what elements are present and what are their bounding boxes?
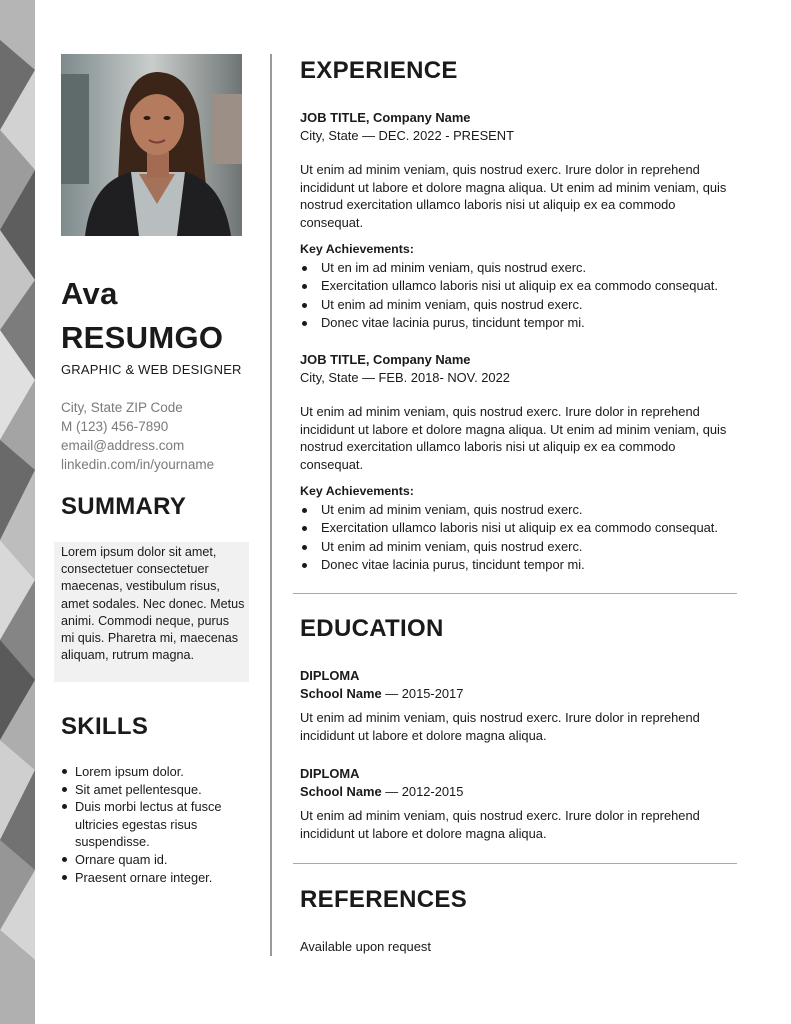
job-entry-meta: City, State — DEC. 2022 - PRESENT [300,127,514,143]
section-divider [293,863,737,864]
job-entry-description: Ut enim ad minim veniam, quis nostrud exerc. Irure dolor in reprehend incididunt ut labore et dolore magna aliqua. Ut enim ad minim veniam, quis nostrud exercitation ullamco laboris nisi ut aliquip ex ea commodo consequat. [300,404,727,472]
summary-heading: SUMMARY [61,493,187,520]
profile-photo [61,54,242,236]
contact-phone: M (123) 456-7890 [61,419,169,434]
last-name: RESUMGO [61,320,224,355]
achievement-item: Ut enim ad minim veniam, quis nostrud exerc. [300,501,740,519]
school-name: School Name [300,685,382,701]
school-years: — 2015-2017 [381,685,464,701]
job-entry-title: JOB TITLE, Company Name [300,352,471,367]
education-entry-2 [300,765,740,842]
first-name: Ava [61,276,118,311]
achievements-list [300,259,740,332]
achievement-item: Donec vitae lacinia purus, tincidunt tempor mi. [300,314,740,332]
skill-item: Duis morbi lectus at fusce ultricies egestas risus suspendisse. [61,798,246,851]
skills-list [61,763,246,886]
achievement-item: Donec vitae lacinia purus, tincidunt tempor mi. [300,556,740,574]
skill-item: Sit amet pellentesque. [61,781,246,799]
skill-item: Ornare quam id. [61,851,246,869]
job-entry-meta: City, State — FEB. 2018- NOV. 2022 [300,369,510,385]
key-achievements-label: Key Achievements: [300,241,414,256]
experience-heading: EXPERIENCE [300,57,458,84]
school-line [300,685,740,703]
section-divider [293,593,737,594]
job-entry-title: JOB TITLE, Company Name [300,110,471,125]
summary-text: Lorem ipsum dolor sit amet, consectetuer consectetuer maecenas, vestibulum risus, amet sodales. Nec donec. Metus animi. Commodi neque, purus mi quis. Pharetra mi, maecenas aliquam, rutrum magna. [54,542,249,682]
education-description: Ut enim ad minim veniam, quis nostrud exerc. Irure dolor in reprehend incididunt ut labore et dolore magna aliqua. [300,710,700,743]
skill-item: Praesent ornare integer. [61,869,246,887]
references-heading: REFERENCES [300,886,468,913]
job-title: GRAPHIC & WEB DESIGNER [61,362,242,377]
experience-entry-2 [300,351,740,574]
degree: DIPLOMA [300,766,360,781]
education-heading: EDUCATION [300,615,444,642]
achievement-item: Ut en im ad minim veniam, quis nostrud exerc. [300,259,740,277]
decorative-geometric-strip [0,0,35,1024]
school-name: School Name [300,783,382,799]
skill-item: Lorem ipsum dolor. [61,763,246,781]
achievement-item: Exercitation ullamco laboris nisi ut aliquip ex ea commodo consequat. [300,519,740,537]
experience-entry-1 [300,109,740,332]
contact-address: City, State ZIP Code [61,400,183,415]
school-line [300,783,740,801]
achievements-list [300,501,740,574]
skills-heading: SKILLS [61,713,149,740]
achievement-item: Ut enim ad minim veniam, quis nostrud exerc. [300,296,740,314]
school-years: — 2012-2015 [381,783,464,799]
degree: DIPLOMA [300,668,360,683]
achievement-item: Ut enim ad minim veniam, quis nostrud exerc. [300,538,740,556]
contact-email: email@address.com [61,438,185,453]
references-text: Available upon request [300,939,431,954]
job-entry-description: Ut enim ad minim veniam, quis nostrud exerc. Irure dolor in reprehend incididunt ut labore et dolore magna aliqua. Ut enim ad minim veniam, quis nostrud exercitation ullamco laboris nisi ut aliquip ex ea commodo consequat. [300,162,727,230]
column-divider [270,54,272,956]
contact-info [61,398,214,474]
key-achievements-label: Key Achievements: [300,483,414,498]
achievement-item: Exercitation ullamco laboris nisi ut aliquip ex ea commodo consequat. [300,277,740,295]
contact-linkedin: linkedin.com/in/yourname [61,457,215,472]
education-description: Ut enim ad minim veniam, quis nostrud exerc. Irure dolor in reprehend incididunt ut labore et dolore magna aliqua. [300,808,700,841]
education-entry-1 [300,667,740,744]
